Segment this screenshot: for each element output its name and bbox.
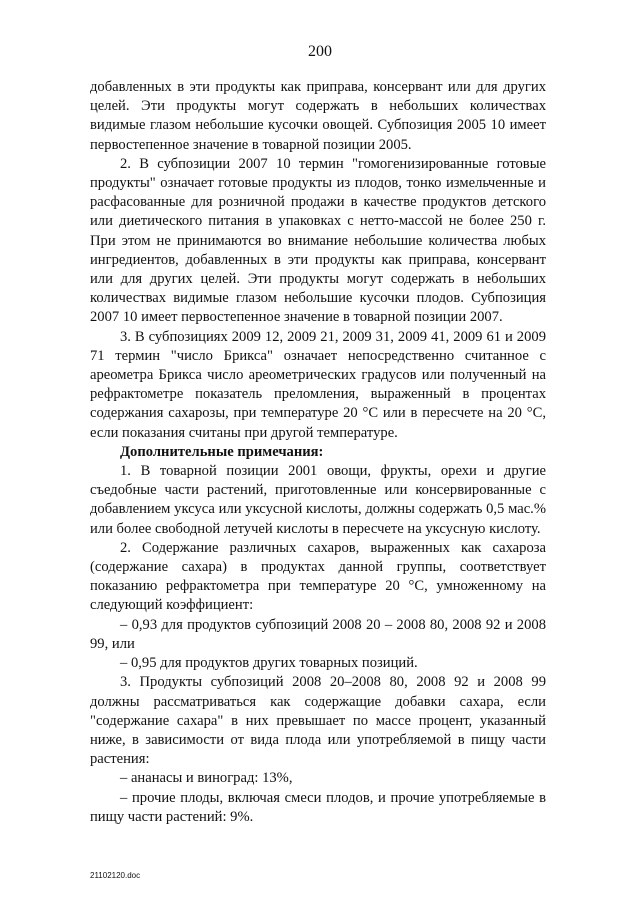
footer-file-code: 21102120.doc — [90, 871, 141, 880]
paragraph-note-3: 3. В субпозициях 2009 12, 2009 21, 2009 31, 2009 41, 2009 61 и 2009 71 термин "число Брикса" означает непосредственно считанное с ареометра Брикса число ареометрических градусов или полученный на рефрактометре показатель преломления, выраженный в процентах содержания сахарозы, при температуре 20 °С или в пересчете на 20 °С, если показания считаны при другой температуре. — [90, 328, 546, 441]
additional-note-2-item-1: – 0,93 для продуктов субпозиций 2008 20 – 2008 80, 2008 92 и 2008 99, или — [90, 616, 546, 652]
additional-note-3-item-2: – прочие плоды, включая смеси плодов, и прочие употребляемые в пищу части растений: 9%. — [90, 789, 546, 825]
paragraph-note-2: 2. В субпозиции 2007 10 термин "гомогенизированные готовые продукты" означает готовые продукты из плодов, тонко измельченные и расфасованные для розничной продажи в качестве продуктов детского или диетического питания в упаковках с нетто-массой не более 250 г. При этом не принимаются во внимание небольшие количества любых ингредиентов, добавленных в эти продукты как приправа, консервант или для других целей. Эти продукты могут содержать в небольших количествах видимые глазом небольшие кусочки плодов. Субпозиция 2007 10 имеет первостепенное значение в товарной позиции 2007. — [90, 155, 546, 326]
additional-note-1: 1. В товарной позиции 2001 овощи, фрукты, орехи и другие съедобные части растений, приготовленные или консервированные с добавлением уксуса или уксусной кислоты, должны содержать 0,5 мас.% или более свободной летучей кислоты в пересчете на уксусную кислоту. — [90, 463, 546, 537]
additional-note-2-item-2: – 0,95 для продуктов других товарных позиций. — [120, 655, 418, 672]
additional-notes-heading: Дополнительные примечания: — [120, 443, 324, 460]
page-number: 200 — [308, 43, 332, 60]
additional-note-2: 2. Содержание различных сахаров, выраженных как сахароза (содержание сахара) в продуктах данной группы, соответствует показанию рефрактометра при температуре 20 °С, умноженному на следующий коэффициент: — [90, 539, 546, 614]
additional-note-3-item-1: – ананасы и виноград: 13%, — [120, 770, 293, 787]
paragraph-continuation: добавленных в эти продукты как приправа, консервант или для других целей. Эти продукты могут содержать в небольших количествах видимые глазом небольшие кусочки овощей. Субпозиция 2005 10 имеет первостепенное значение в товарной позиции 2005. — [90, 79, 546, 153]
additional-note-3: 3. Продукты субпозиций 2008 20–2008 80, 2008 92 и 2008 99 должны рассматриваться как содержащие добавки сахара, если "содержание сахара" в них превышает по массе процент, указанный ниже, в зависимости от вида плода или употребляемой в пищу части растения: — [90, 674, 546, 768]
body-text — [90, 78, 546, 827]
